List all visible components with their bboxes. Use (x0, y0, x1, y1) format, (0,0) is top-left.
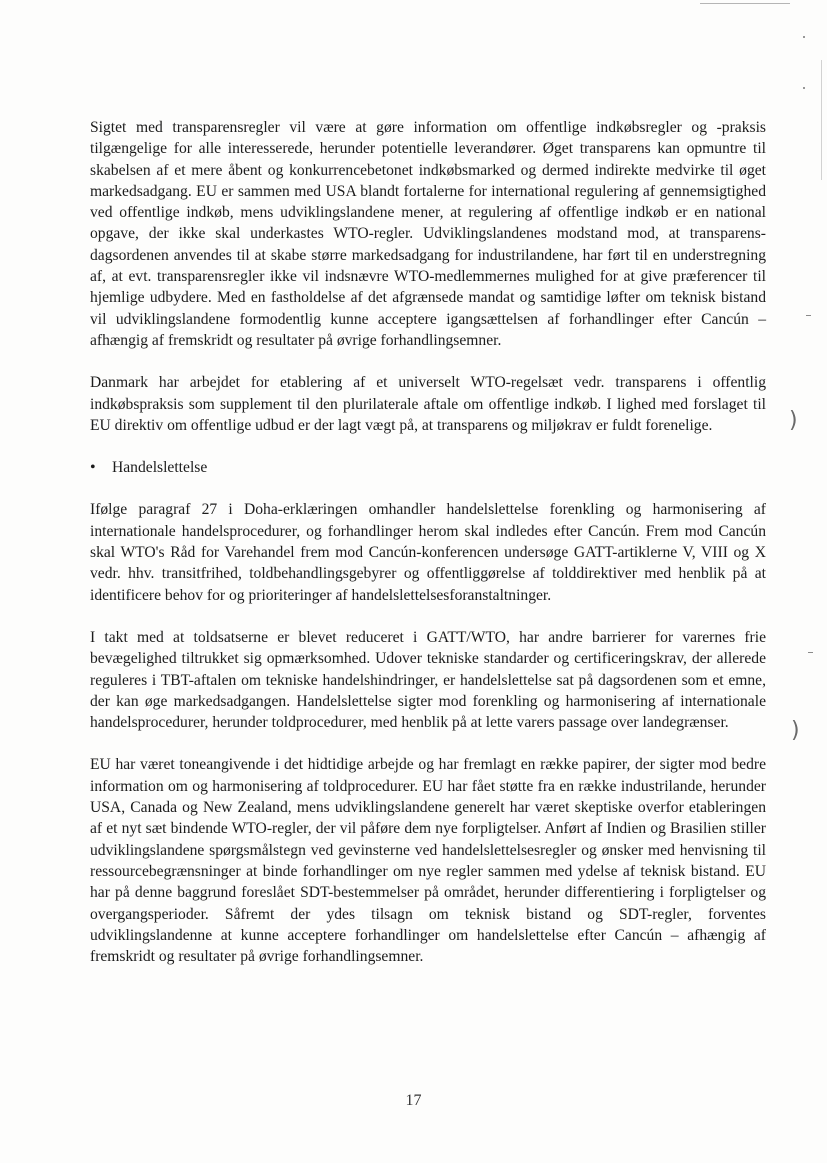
punch-hole-mark-icon: ) (789, 408, 798, 433)
body-paragraph: Sigtet med transparensregler vil være at gøre information om offentlige indkøbsregler og -praksis tilgængelige for alle interesserede, herunder potentielle leverandører. Øget transparens kan opmuntre til skabelsen af et mere åbent og konkurrencebetonet indkøbsmarked og dermed indirekte medvirke til øget markedsadgang. EU er sammen med USA blandt fortalerne for international regulering af gennemsigtighed ved offentlige indkøb, mens udviklingslandene mener, at regulering af offentlige indkøb er en national opgave, der ikke skal underkastes WTO-regler. Udviklingslandenes modstand mod, at transparens-dagsordenen anvendes til at skabe større markedsadgang for industrilandene, har ført til en understregning af, at evt. transparensregler ikke vil indsnævre WTO-medlemmernes mulighed for at give præferencer til hjemlige udbydere. Med en fastholdelse af det afgrænsede mandat og samtidige løfter om teknisk bistand vil udviklingslandene formodentlig kunne acceptere igangsættelsen af forhandlinger efter Cancún – afhængig af fremskridt og resultater på øvrige forhandlingsemner. (90, 119, 766, 349)
scan-artifact-dot (803, 87, 805, 89)
scan-artifact-dash (806, 315, 811, 316)
body-paragraph: I takt med at toldsatserne er blevet reduceret i GATT/WTO, har andre barrierer for varernes frie bevægelighed tiltrukket sig opmærksomhed. Udover tekniske standarder og certificeringskrav, der allerede reguleres i TBT-aftalen om tekniske handelshindringer, er handelslettelse sat på dagsordenen som et emne, der kan øge markedsadgangen. Handelslettelse sigter mod forenkling og harmonisering af internationale handelsprocedurer, herunder toldprocedurer, med henblik på at lette varers passage over landegrænser. (90, 628, 766, 732)
scan-artifact-right-edge (821, 60, 822, 180)
page-number: 17 (405, 1092, 422, 1109)
section-bullet (90, 457, 766, 478)
section-heading: Handelslettelse (112, 459, 208, 477)
document-body (90, 117, 766, 988)
bullet-icon: • (90, 459, 96, 477)
scan-artifact-top-line (700, 3, 790, 4)
scan-artifact-dot (803, 36, 805, 38)
scan-artifact-dash (808, 652, 813, 653)
body-paragraph: Danmark har arbejdet for etablering af et universelt WTO-regelsæt vedr. transparens i offentlig indkøbspraksis som supplement til den plurilaterale aftale om offentlige indkøb. I lighed med forslaget til EU direktiv om offentlige udbud er der lagt vægt på, at transparens og miljøkrav er fuldt forenelige. (90, 374, 766, 434)
punch-hole-mark-icon: ) (791, 718, 800, 743)
body-paragraph: Ifølge paragraf 27 i Doha-erklæringen omhandler handelslettelse forenkling og harmonisering af internationale handelsprocedurer, og forhandlinger herom skal indledes efter Cancún. Frem mod Cancún skal WTO's Råd for Varehandel frem mod Cancún-konferencen undersøge GATT-artiklerne V, VIII og X vedr. hhv. transitfrihed, toldbehandlingsgebyrer og offentliggørelse af tolddirektiver med henblik på at identificere behov for og prioriteringer af handelslettelsesforanstaltninger. (90, 501, 766, 604)
body-paragraph: EU har været toneangivende i det hidtidige arbejde og har fremlagt en række papirer, der sigter mod bedre information om og harmonisering af toldprocedurer. EU har fået støtte fra en række industrilande, herunder USA, Canada og New Zealand, mens udviklingslandene generelt har været skeptiske overfor etableringen af et nyt sæt bindende WTO-regler, der vil påføre dem nye forpligtelser. Anført af Indien og Brasilien stiller udviklingslandene spørgsmålstegn ved gevinsterne ved handelslettelsesregler og ønsker med henvisning til ressourcebegrænsninger at binde forhandlinger om nye regler sammen med ydelse af teknisk bistand. EU har på denne baggrund foreslået SDT-bestemmelser på området, herunder differentiering i forpligtelser og overgangsperioder. Såfremt der ydes tilsagn om teknisk bistand og SDT-regler, forventes udviklingslandenne at kunne acceptere forhandlinger om handelslettelse efter Cancún – afhængig af fremskridt og resultater på øvrige forhandlingsemner. (90, 756, 766, 966)
